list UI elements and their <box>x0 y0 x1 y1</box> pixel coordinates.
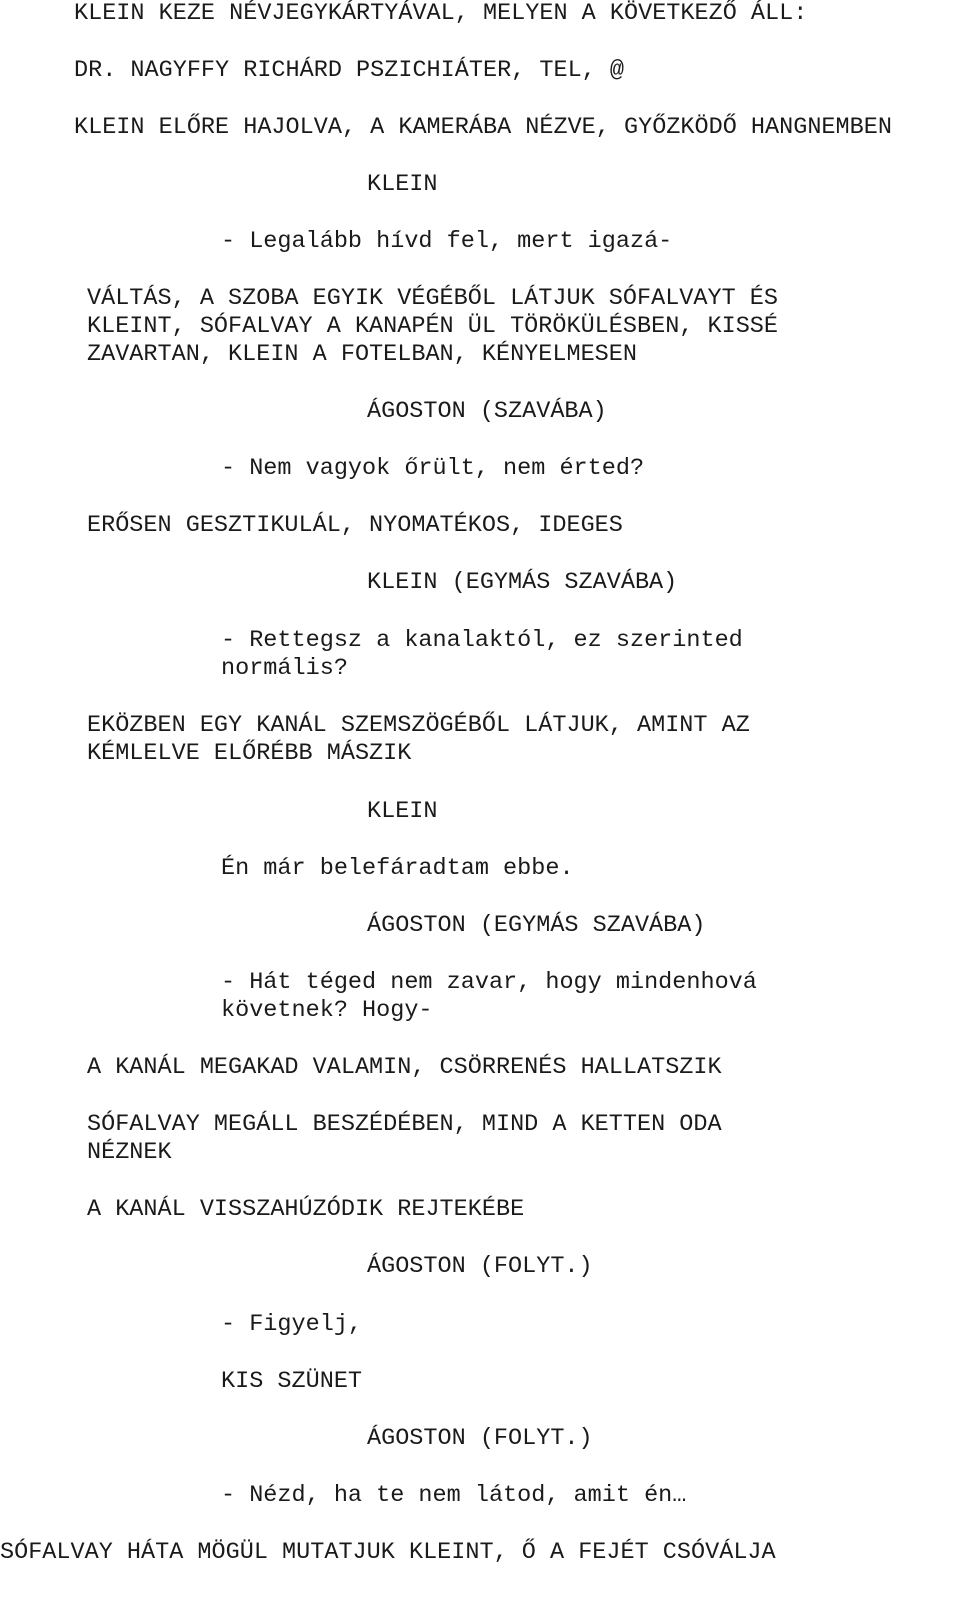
character-name: ÁGOSTON (EGYMÁS SZAVÁBA) <box>367 912 706 939</box>
action-line: EKÖZBEN EGY KANÁL SZEMSZÖGÉBŐL LÁTJUK, AMINT AZ <box>87 712 750 739</box>
dialogue-line: - Figyelj, <box>221 1311 363 1338</box>
action-line: KÉMLELVE ELŐRÉBB MÁSZIK <box>87 740 412 767</box>
action-line: ERŐSEN GESZTIKULÁL, NYOMATÉKOS, IDEGES <box>87 512 623 539</box>
action-line: DR. NAGYFFY RICHÁRD PSZICHIÁTER, TEL, @ <box>74 57 624 84</box>
character-name: ÁGOSTON (FOLYT.) <box>367 1425 593 1452</box>
character-name: ÁGOSTON (SZAVÁBA) <box>367 398 607 425</box>
dialogue-line: - Legalább hívd fel, mert igazá- <box>221 228 673 255</box>
dialogue-line: követnek? Hogy- <box>221 997 433 1024</box>
dialogue-line: - Hát téged nem zavar, hogy mindenhová <box>221 969 757 996</box>
action-line: ZAVARTAN, KLEIN A FOTELBAN, KÉNYELMESEN <box>87 341 637 368</box>
dialogue-line: - Nem vagyok őrült, nem érted? <box>221 455 645 482</box>
action-line: SÓFALVAY HÁTA MÖGÜL MUTATJUK KLEINT, Ő A FEJÉT CSÓVÁLJA <box>0 1539 776 1566</box>
character-name: ÁGOSTON (FOLYT.) <box>367 1253 593 1280</box>
action-line: VÁLTÁS, A SZOBA EGYIK VÉGÉBŐL LÁTJUK SÓFALVAYT ÉS <box>87 285 779 312</box>
dialogue-line: normális? <box>221 655 348 682</box>
action-line: NÉZNEK <box>87 1139 172 1166</box>
dialogue-line: - Rettegsz a kanalaktól, ez szerinted <box>221 627 743 654</box>
dialogue-line: KIS SZÜNET <box>221 1368 363 1395</box>
action-line: A KANÁL VISSZAHÚZÓDIK REJTEKÉBE <box>87 1196 525 1223</box>
action-line: KLEIN ELŐRE HAJOLVA, A KAMERÁBA NÉZVE, GYŐZKÖDŐ HANGNEMBEN <box>74 114 892 141</box>
dialogue-line: - Nézd, ha te nem látod, amit én… <box>221 1482 687 1509</box>
action-line: A KANÁL MEGAKAD VALAMIN, CSÖRRENÉS HALLATSZIK <box>87 1054 722 1081</box>
character-name: KLEIN <box>367 171 438 198</box>
action-line: KLEINT, SÓFALVAY A KANAPÉN ÜL TÖRÖKÜLÉSBEN, KISSÉ <box>87 313 779 340</box>
dialogue-line: Én már belefáradtam ebbe. <box>221 855 574 882</box>
action-line: SÓFALVAY MEGÁLL BESZÉDÉBEN, MIND A KETTEN ODA <box>87 1111 722 1138</box>
character-name: KLEIN (EGYMÁS SZAVÁBA) <box>367 569 678 596</box>
character-name: KLEIN <box>367 798 438 825</box>
action-line: KLEIN KEZE NÉVJEGYKÁRTYÁVAL, MELYEN A KÖVETKEZŐ ÁLL: <box>74 0 808 27</box>
